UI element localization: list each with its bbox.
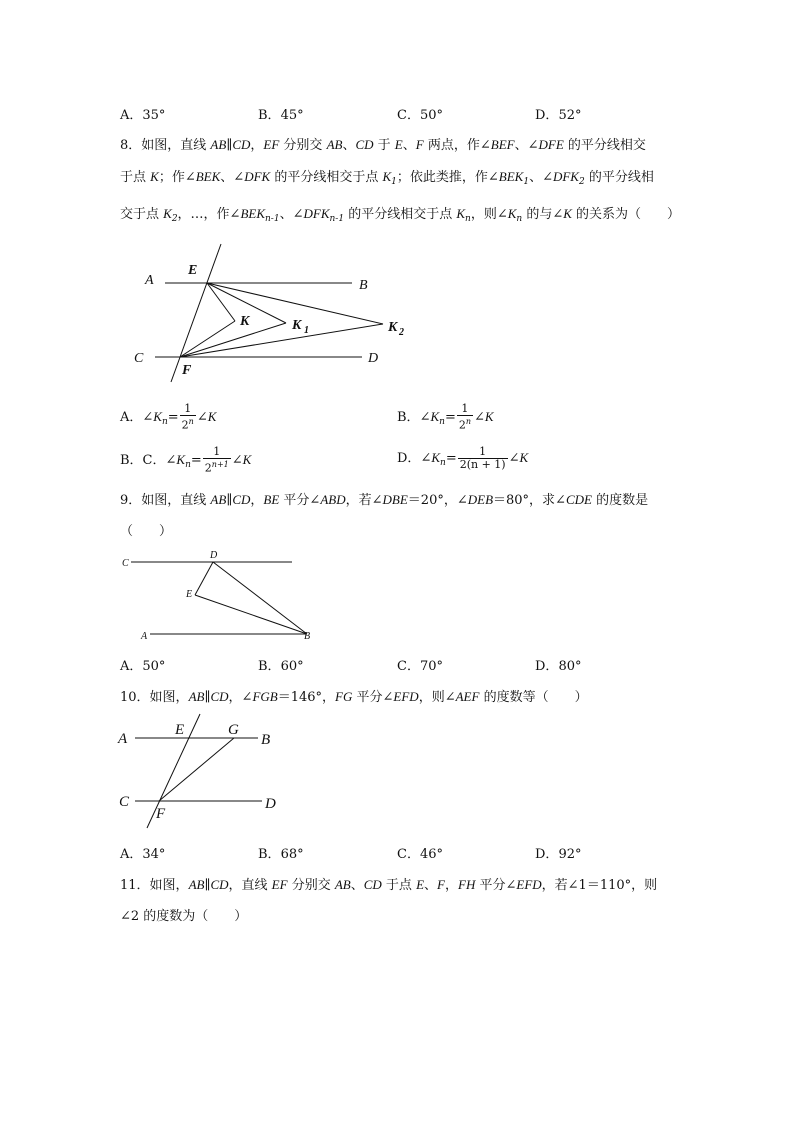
option-letter: A． [120,108,143,123]
label-g: G [228,722,239,738]
math: DFK [552,169,579,184]
math: AB [210,492,227,507]
numerator: 1 [458,446,508,459]
denominator: 2(n + 1) [459,458,506,471]
option-text: 35° [142,108,166,123]
question-number: 9． [120,493,142,508]
text: 平分∠ [352,690,394,705]
label-f: F [156,806,166,822]
text: 、 [424,878,438,893]
subscript: n [440,458,446,468]
label-e: E [175,722,185,738]
subscript: 2 [578,177,585,187]
math: AB [188,877,205,892]
label-b: B [261,732,271,748]
text: 2 [204,461,212,475]
text: 如图， [149,878,189,893]
numerator: 1 [180,403,196,416]
text: 的与∠ [522,207,564,222]
text: 、∠ [279,207,304,222]
text: 、 [350,878,364,893]
q10-option-c[interactable] [397,843,443,862]
math: AEF [455,689,480,704]
label-b: B [359,278,368,293]
option-letter: C． [397,659,420,674]
text: ∠ [196,409,208,425]
text: ＝20°，∠ [407,493,468,508]
math: K [176,451,186,467]
text: 于点 [381,878,417,893]
subscript: n [185,459,191,470]
subscript: n [439,416,445,427]
math: K [207,408,217,424]
math: CD [232,137,251,152]
text: = [167,409,179,425]
option-letter: A． [120,659,143,674]
label-a: A [118,731,128,747]
option-text: 92° [558,847,582,862]
text: 如图， [149,690,189,705]
text: ∥ [204,690,211,705]
option-text: 60° [280,659,304,674]
text: ∥ [204,878,211,893]
math: BEF [490,137,515,152]
math: E [416,877,425,892]
text: ∥ [226,493,233,508]
text: 、 [402,138,416,153]
option-letter: A． [120,409,143,425]
math: CD [363,877,382,892]
text: ∠ [231,452,243,468]
math: EF [271,877,288,892]
text: 交于点 [120,207,164,222]
label-b: B [304,631,311,642]
math: ABD [320,492,346,507]
label-e: E [188,263,198,278]
text: ＝80°，求∠ [493,493,566,508]
math: K [507,206,517,221]
subscript: n [465,214,471,224]
text: = [444,409,456,425]
math: FG [335,689,353,704]
math: AB [210,137,227,152]
subscript: 2 [171,214,178,224]
math: K [153,408,162,424]
text: ∠ [419,409,431,425]
text: 平分∠ [475,878,517,893]
segment-fg [159,738,234,801]
math: K [163,206,172,221]
subscript: n [516,214,523,224]
text: ， [444,878,458,893]
option-text: 34° [142,847,166,862]
option-text: 45° [280,108,304,123]
math: DFK [244,169,271,184]
q10-option-a[interactable] [120,843,165,862]
label-e: E [186,589,193,600]
math: K [242,451,252,467]
text: 如图，直线 [141,493,211,508]
label-d: D [210,550,218,561]
q10-option-d[interactable] [535,843,581,862]
math: K [150,169,159,184]
label-f: F [182,363,192,378]
math: FH [458,877,476,892]
math: CDE [565,492,592,507]
question-number: 11． [120,878,150,893]
text: ， [250,138,264,153]
option-text: 80° [558,659,582,674]
math: EFD [516,877,542,892]
math: CD [210,877,229,892]
math: BEK [195,169,221,184]
text: 于点 [120,170,151,185]
option-letter: C． [397,108,420,123]
label-k1-sub: 1 [304,325,309,336]
text: 的平分线相交于点 [270,170,383,185]
text: 、∠ [529,170,553,185]
text: 的平分线相交 [563,138,646,153]
text: ∠ [420,451,432,466]
math: K [430,408,440,424]
text: 2 [181,418,189,432]
option-letter: B． [397,409,420,425]
math: FGB [252,689,278,704]
text: 平分∠ [279,493,321,508]
option-text: 70° [419,659,443,674]
math: E [394,137,403,152]
text: 的度数等（ ） [479,690,588,705]
math: AB [188,689,205,704]
math: DBE [382,492,408,507]
option-text: 50° [419,108,443,123]
text: 的度数是 [591,493,649,508]
option-text: 52° [558,108,582,123]
math: AB [334,877,351,892]
text: ；作∠ [158,170,196,185]
option-letter: B． [258,659,281,674]
text: ，则∠ [418,690,456,705]
option-letter: D． [397,451,421,466]
label-d: D [368,351,379,366]
text: 的关系为（ ） [571,207,681,222]
text: 、 [342,138,356,153]
math: K [563,206,572,221]
math: CD [210,689,229,704]
option-letter: B． [258,108,281,123]
subscript: n [161,416,168,427]
subscript: n-1 [265,214,280,224]
label-a: A [145,273,154,288]
math: CD [355,137,374,152]
text: ， [250,493,264,508]
text: ，…，作∠ [177,207,241,222]
text: ∠ [142,409,154,425]
math: DEB [467,492,494,507]
text: 的平分线相交于点 [344,207,457,222]
text: ∥ [226,138,233,153]
text: ∠ [474,409,485,425]
q11-stem-line-2: ∠2 的度数为（ ） [120,909,248,924]
label-c: C [122,558,129,569]
text: ∠ [508,451,520,466]
math: AB [326,137,343,152]
text: 、∠ [514,138,539,153]
text: ，若∠1＝110°，则 [541,878,658,893]
subscript: 1 [523,177,530,187]
option-letter: D． [535,847,559,862]
text: 如图，直线 [141,138,211,153]
math: EF [263,137,280,152]
question-number: 10． [120,690,150,705]
numerator: 1 [203,446,231,459]
q10-option-b[interactable] [258,843,304,862]
text: ∠ [165,452,177,468]
math: BEK [498,169,524,184]
option-text: 68° [280,847,304,862]
math: K [456,206,466,221]
option-text: 46° [419,847,443,862]
math: F [437,877,445,892]
option-letter: A． [120,847,143,862]
math: K [519,450,529,465]
superscript: n [465,417,471,426]
math: K [484,408,494,424]
option-letter: D． [535,108,559,123]
label-d: D [265,796,276,812]
text: 于 [373,138,395,153]
math: F [415,137,424,152]
option-letter: C． [397,847,420,862]
superscript: n [188,417,194,426]
text: = [190,452,202,468]
label-k2: K [388,320,398,335]
text: ，则∠ [470,207,508,222]
text: 分别交 [279,138,327,153]
math: BE [263,492,280,507]
q9-stem-line-2: （ ） [120,524,173,539]
text: 的平分线相 [584,170,654,185]
math: CD [232,492,251,507]
subscript: n-1 [329,214,345,224]
label-c: C [134,351,144,366]
question-number: 8． [120,138,142,153]
text: = [445,451,457,466]
subscript: 1 [391,177,397,187]
q11-stem-line-1 [120,874,657,893]
label-k1: K [292,318,302,333]
text: ＝146°， [277,690,336,705]
line-ef [147,714,200,828]
superscript: n+1 [211,460,229,469]
option-letter: D． [535,659,559,674]
math: K [431,450,441,465]
math: EFD [393,689,419,704]
text: ，若∠ [345,493,383,508]
option-letter: B．C． [120,452,166,468]
text: 分别交 [287,878,335,893]
math: DFK [303,206,330,221]
label-c: C [119,794,130,810]
text: ，直线 [228,878,272,893]
label-a: A [141,631,148,642]
math: BEK [240,206,266,221]
text: ；依此类推，作∠ [396,170,499,185]
option-letter: B． [258,847,281,862]
math: K [382,169,392,184]
text: 、∠ [220,170,245,185]
numerator: 1 [457,403,473,416]
math: DFE [538,137,564,152]
text: ，∠ [228,690,253,705]
label-k: K [240,314,250,329]
text: 两点，作∠ [423,138,491,153]
option-text: 50° [142,659,166,674]
label-k2-sub: 2 [399,327,404,338]
text: 2 [458,418,466,432]
